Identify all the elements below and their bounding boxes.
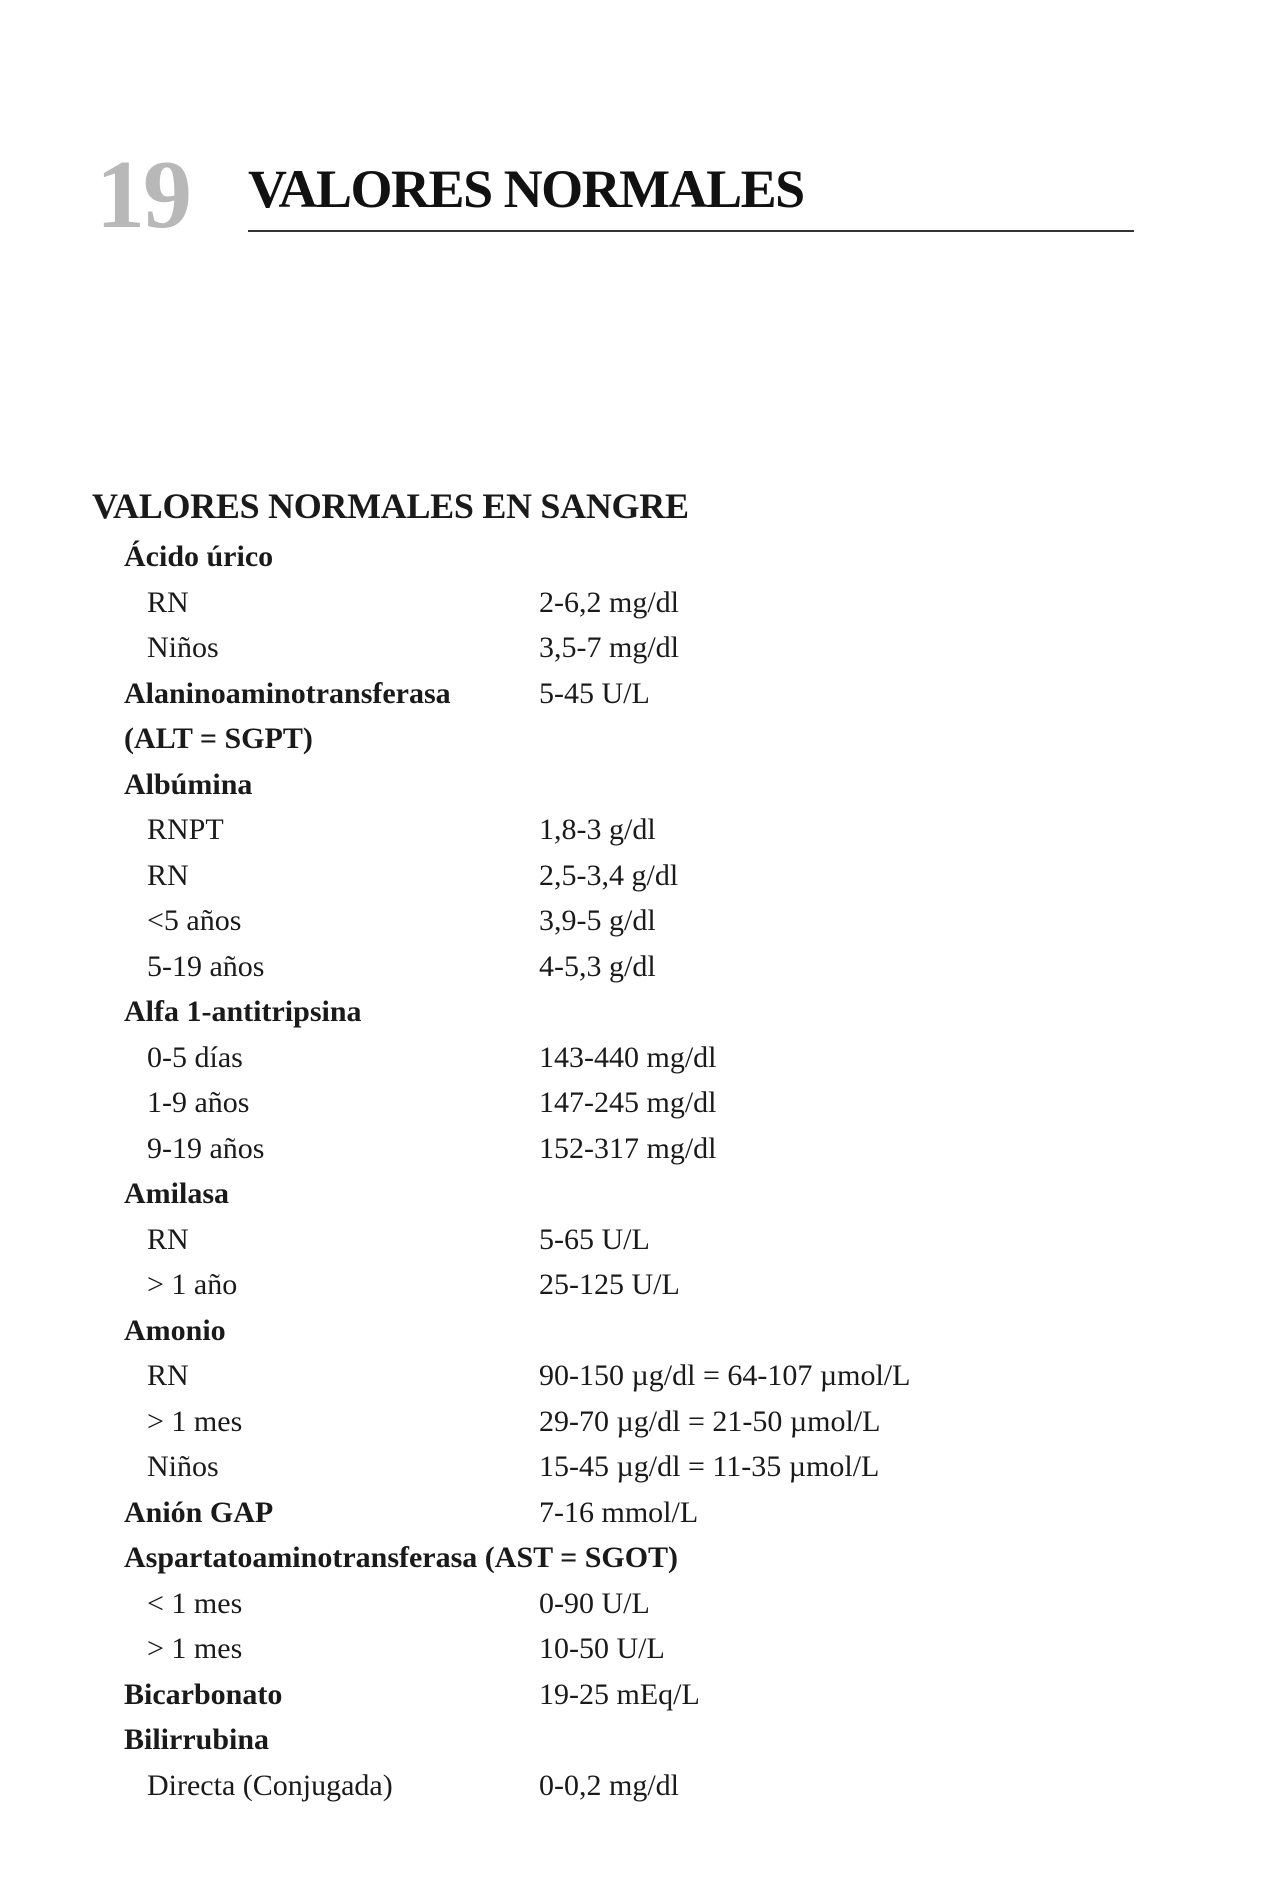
subgroup-label: < 1 mes xyxy=(147,1586,243,1620)
subgroup-label: Directa (Conjugada) xyxy=(147,1768,393,1802)
subgroup-label: Niños xyxy=(147,1450,219,1483)
test-name: Bilirrubina xyxy=(124,1723,270,1756)
subgroup-label: RN xyxy=(147,858,189,892)
reference-value: 0-90 U/L xyxy=(539,1586,650,1620)
reference-value: 2-6,2 mg/dl xyxy=(539,585,679,619)
subgroup-label: RN xyxy=(147,1359,189,1392)
subgroup-label: RNPT xyxy=(147,813,224,846)
test-row xyxy=(0,1535,1280,1581)
reference-value: 5-65 U/L xyxy=(539,1222,650,1256)
subgroup-row xyxy=(0,1080,1280,1126)
subgroup-row xyxy=(0,1262,1280,1308)
subgroup-row xyxy=(0,807,1280,853)
test-name: Aspartatoaminotransferasa (AST = SGOT) xyxy=(124,1541,679,1574)
subgroup-row xyxy=(0,1763,1280,1809)
test-name: Amilasa xyxy=(124,1177,229,1210)
subgroup-row xyxy=(0,1399,1280,1445)
reference-value: 3,9-5 g/dl xyxy=(539,904,656,937)
test-row xyxy=(0,534,1280,580)
subgroup-label: 0-5 días xyxy=(147,1040,243,1074)
test-name: Alaninoaminotransferasa xyxy=(124,676,451,710)
subgroup-row xyxy=(0,1126,1280,1172)
subgroup-row xyxy=(0,1035,1280,1081)
subgroup-row xyxy=(0,580,1280,626)
reference-value: 2,5-3,4 g/dl xyxy=(539,858,679,892)
subgroup-label: 9-19 años xyxy=(147,1131,265,1165)
reference-value: 19-25 mEq/L xyxy=(539,1677,700,1711)
test-name: Anión GAP xyxy=(124,1495,274,1529)
subgroup-row xyxy=(0,1353,1280,1399)
reference-value: 4-5,3 g/dl xyxy=(539,949,656,983)
test-name: Alfa 1-antitripsina xyxy=(124,995,362,1028)
subgroup-label: RN xyxy=(147,1222,189,1256)
chapter-number: 19 xyxy=(96,141,190,249)
subgroup-label: 5-19 años xyxy=(147,949,265,983)
reference-value: 15-45 µg/dl = 11-35 µmol/L xyxy=(539,1450,880,1483)
test-name: (ALT = SGPT) xyxy=(124,722,313,755)
subgroup-row xyxy=(0,1626,1280,1672)
reference-value: 10-50 U/L xyxy=(539,1632,665,1665)
subgroup-label: > 1 año xyxy=(147,1268,238,1301)
reference-value: 5-45 U/L xyxy=(539,676,650,710)
subgroup-label: > 1 mes xyxy=(147,1632,243,1665)
reference-value: 152-317 mg/dl xyxy=(539,1131,717,1165)
test-name: Amonio xyxy=(124,1313,226,1347)
test-row xyxy=(0,1490,1280,1536)
chapter-title-rule xyxy=(248,230,1134,232)
subgroup-label: Niños xyxy=(147,631,219,664)
test-row xyxy=(0,1308,1280,1354)
subgroup-row xyxy=(0,1217,1280,1263)
test-name: Albúmina xyxy=(124,767,253,801)
test-row xyxy=(0,989,1280,1035)
reference-value: 1,8-3 g/dl xyxy=(539,813,656,846)
subgroup-row xyxy=(0,1581,1280,1627)
test-row xyxy=(0,762,1280,808)
reference-value: 0-0,2 mg/dl xyxy=(539,1768,679,1802)
reference-value: 143-440 mg/dl xyxy=(539,1040,717,1074)
subgroup-row xyxy=(0,898,1280,944)
test-name: Ácido úrico xyxy=(124,540,274,573)
section-heading: VALORES NORMALES EN SANGRE xyxy=(92,486,689,526)
subgroup-label: <5 años xyxy=(147,904,242,937)
subgroup-row xyxy=(0,625,1280,671)
test-row xyxy=(0,1717,1280,1763)
subgroup-row xyxy=(0,1444,1280,1490)
test-row xyxy=(0,1171,1280,1217)
reference-value: 29-70 µg/dl = 21-50 µmol/L xyxy=(539,1404,881,1438)
reference-values-list xyxy=(0,534,1280,1808)
chapter-title: VALORES NORMALES xyxy=(248,159,804,219)
test-name: Bicarbonato xyxy=(124,1677,283,1711)
subgroup-label: RN xyxy=(147,585,189,619)
reference-value: 147-245 mg/dl xyxy=(539,1086,717,1119)
test-row xyxy=(0,716,1280,762)
test-row xyxy=(0,671,1280,717)
reference-value: 3,5-7 mg/dl xyxy=(539,631,679,664)
subgroup-row xyxy=(0,853,1280,899)
reference-value: 25-125 U/L xyxy=(539,1268,680,1301)
subgroup-row xyxy=(0,944,1280,990)
reference-value: 7-16 mmol/L xyxy=(539,1495,699,1529)
test-row xyxy=(0,1672,1280,1718)
subgroup-label: > 1 mes xyxy=(147,1404,243,1438)
reference-value: 90-150 µg/dl = 64-107 µmol/L xyxy=(539,1359,911,1392)
subgroup-label: 1-9 años xyxy=(147,1086,250,1119)
